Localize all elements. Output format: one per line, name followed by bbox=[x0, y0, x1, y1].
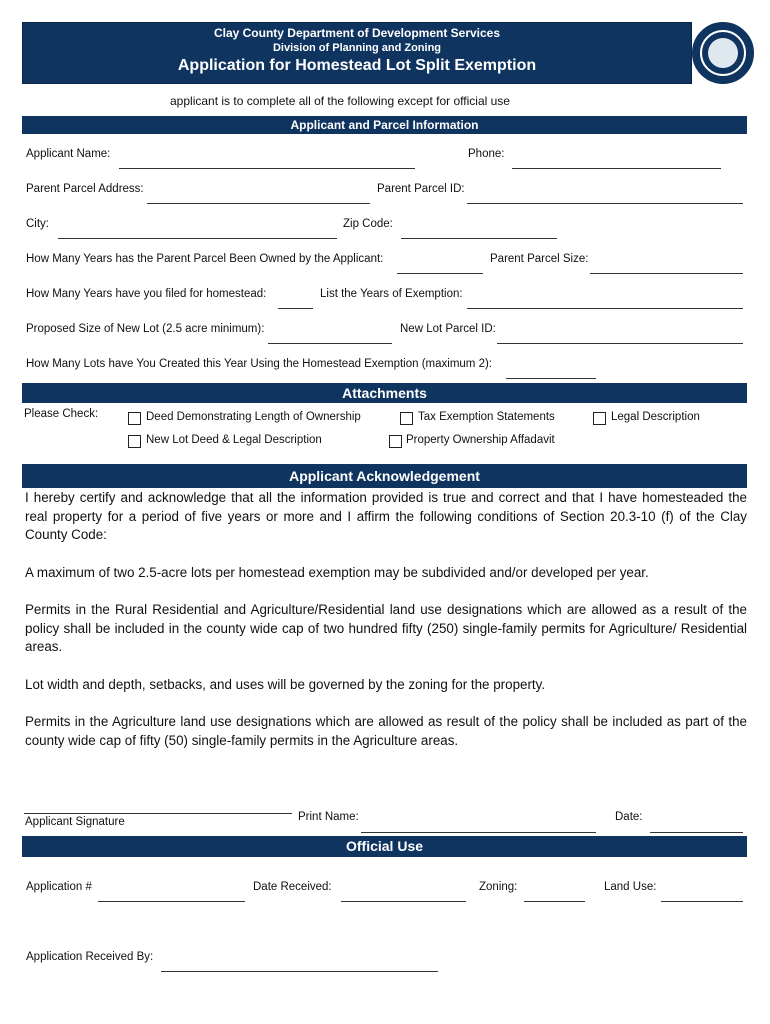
print-name-field[interactable] bbox=[361, 832, 596, 833]
city-field[interactable] bbox=[58, 238, 337, 239]
years-filed-field[interactable] bbox=[278, 308, 313, 309]
form-title: Application for Homestead Lot Split Exemption bbox=[177, 57, 537, 74]
legal-description-label: Legal Description bbox=[611, 411, 700, 423]
years-filed-label: How Many Years have you filed for homestead: bbox=[26, 288, 267, 300]
new-lot-parcel-id-label: New Lot Parcel ID: bbox=[400, 323, 496, 335]
legal-description-checkbox[interactable] bbox=[593, 412, 606, 425]
applicant-name-label: Applicant Name: bbox=[26, 148, 111, 160]
deed-ownership-label: Deed Demonstrating Length of Ownership bbox=[146, 411, 361, 423]
phone-field[interactable] bbox=[512, 168, 721, 169]
division-name: Division of Planning and Zoning bbox=[272, 42, 442, 54]
ack-paragraph-lot-width: Lot width and depth, setbacks, and uses will be governed by the zoning for the property. bbox=[25, 677, 546, 692]
lots-created-field[interactable] bbox=[506, 378, 596, 379]
ack-paragraph-rural: Permits in the Rural Residential and Agriculture/Residential land use designations which are allowed as a result of the policy shall be included in the county wide cap of two hundred fifty (250) single-family permits for Agriculture/ Residential areas. bbox=[25, 602, 747, 654]
tax-exemption-label: Tax Exemption Statements bbox=[418, 411, 555, 423]
print-name-label: Print Name: bbox=[298, 811, 359, 823]
section-applicant-parcel-header: Applicant and Parcel Information bbox=[22, 116, 747, 134]
received-by-label: Application Received By: bbox=[26, 951, 154, 963]
new-lot-parcel-id-field[interactable] bbox=[497, 343, 743, 344]
parent-parcel-size-label: Parent Parcel Size: bbox=[490, 253, 589, 265]
land-use-field[interactable] bbox=[661, 901, 743, 902]
zoning-label: Zoning: bbox=[479, 881, 518, 893]
years-exemption-field[interactable] bbox=[467, 308, 743, 309]
please-check-label: Please Check: bbox=[24, 408, 99, 420]
ownership-affadavit-checkbox[interactable] bbox=[389, 435, 402, 448]
zoning-field[interactable] bbox=[524, 901, 585, 902]
years-owned-field[interactable] bbox=[397, 273, 483, 274]
tax-exemption-checkbox[interactable] bbox=[400, 412, 413, 425]
deed-ownership-checkbox[interactable] bbox=[128, 412, 141, 425]
parent-parcel-id-label: Parent Parcel ID: bbox=[377, 183, 465, 195]
parent-parcel-address-label: Parent Parcel Address: bbox=[26, 183, 144, 195]
proposed-size-field[interactable] bbox=[268, 343, 392, 344]
years-owned-label: How Many Years has the Parent Parcel Been Owned by the Applicant: bbox=[26, 253, 384, 265]
parent-parcel-address-field[interactable] bbox=[147, 203, 370, 204]
signature-field[interactable] bbox=[24, 813, 292, 814]
section-acknowledgement-header: Applicant Acknowledgement bbox=[22, 464, 747, 488]
application-number-label: Application # bbox=[26, 881, 92, 893]
years-exemption-label: List the Years of Exemption: bbox=[320, 288, 463, 300]
parent-parcel-size-field[interactable] bbox=[590, 273, 743, 274]
land-use-label: Land Use: bbox=[604, 881, 657, 893]
form-header bbox=[22, 22, 692, 84]
date-label: Date: bbox=[615, 811, 643, 823]
zip-code-label: Zip Code: bbox=[343, 218, 393, 230]
date-received-field[interactable] bbox=[341, 901, 466, 902]
date-received-label: Date Received: bbox=[253, 881, 332, 893]
zip-code-field[interactable] bbox=[401, 238, 557, 239]
received-by-field[interactable] bbox=[161, 971, 438, 972]
section-official-use-header: Official Use bbox=[22, 836, 747, 857]
department-name: Clay County Department of Development Services bbox=[213, 26, 501, 40]
new-lot-deed-checkbox[interactable] bbox=[128, 435, 141, 448]
instruction-text: applicant is to complete all of the following except for official use bbox=[170, 94, 510, 108]
parent-parcel-id-field[interactable] bbox=[467, 203, 743, 204]
section-attachments-header: Attachments bbox=[22, 383, 747, 403]
new-lot-deed-label: New Lot Deed & Legal Description bbox=[146, 434, 322, 446]
ack-paragraph-maximum: A maximum of two 2.5-acre lots per homestead exemption may be subdivided and/or developed per year. bbox=[25, 565, 649, 580]
applicant-name-field[interactable] bbox=[119, 168, 415, 169]
city-label: City: bbox=[26, 218, 49, 230]
ownership-affadavit-label: Property Ownership Affadavit bbox=[406, 434, 555, 446]
signature-label: Applicant Signature bbox=[25, 816, 125, 828]
lots-created-label: How Many Lots have You Created this Year Using the Homestead Exemption (maximum 2): bbox=[26, 358, 492, 370]
application-number-field[interactable] bbox=[98, 901, 245, 902]
date-field[interactable] bbox=[650, 832, 743, 833]
county-seal-icon bbox=[692, 22, 754, 84]
proposed-size-label: Proposed Size of New Lot (2.5 acre minimum): bbox=[26, 323, 265, 335]
ack-paragraph-agriculture: Permits in the Agriculture land use designations which are allowed as result of the policy shall be included as part of the county wide cap of fifty (50) single-family permits in the Agriculture areas. bbox=[25, 714, 747, 748]
ack-paragraph-certify: I hereby certify and acknowledge that all the information provided is true and correct and that I have homesteaded the real property for a period of five years or more and I affirm the following conditions of Section 20.3-10 (f) of the Clay County Code: bbox=[25, 490, 747, 542]
phone-label: Phone: bbox=[468, 148, 505, 160]
